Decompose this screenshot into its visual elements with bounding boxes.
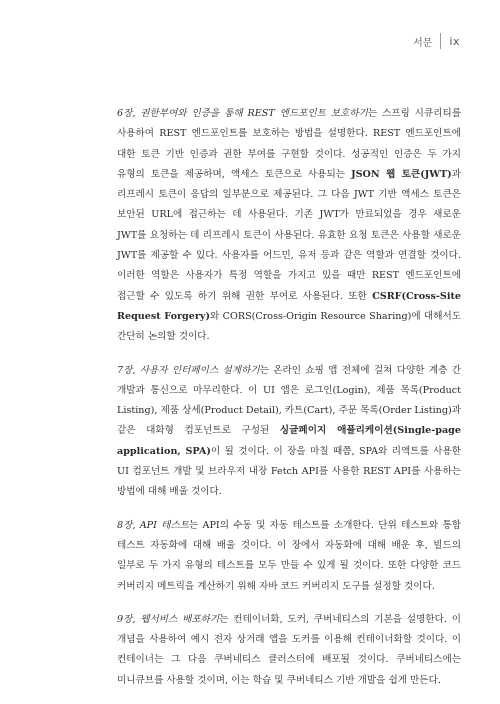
paragraph-text: 이 될 것이다. 이 장을 마칠 때쯤, SPA와 리액트를 사용한 UI 컴포넌트 개발 및 브라우저 내장 Fetch API를 사용한 REST API를 사용하는 방법에 대해 배울 것이다. (117, 445, 461, 498)
paragraph-text: 는 스프링 시큐리티를 사용하여 REST 엔드포인트를 보호하는 방법을 설명한다. REST 엔드포인트에 대한 토큰 기반 인증과 권한 부여를 구현할 것이다. 성공적인 인증은 두 가지 유형의 토큰을 제공하며, 액세스 토큰으로 사용되는 (117, 108, 462, 180)
paragraph-text: 는 온라인 쇼핑 앱 전체에 걸쳐 다양한 계층 간 개발과 통신으로 마무리한다. 이 UI 앱은 로그인(Login), 제품 목록(Product Listing), 제품 상세(Product Detail), 카트(Cart), 주문 목록(Order Listing)과 같은 대화형 컴포넌트로 구성된 (117, 364, 462, 437)
paragraph-text: 는 컨테이너화, 도커, 쿠버네티스의 기본을 설명한다. 이 개념을 사용하여 예시 전자 상거래 앱을 도커를 이용해 컨테이너화할 것이다. 이 컨테이너는 그 다음 쿠버네티스 클러스터에 배포될 것이다. 쿠버네티스에는 미니큐브를 사용할 것이며, 이는 학습 및 쿠버네티스 기반 개발을 쉽게 만든다. (117, 613, 461, 686)
chapter-summary-9 (117, 610, 461, 691)
chapter-title: 6장, 권한부여와 인증을 통해 REST 엔드포인트 보호하기 (117, 108, 368, 119)
bold-term: 싱글페이지 애플리케이션(Single-page application, SPA) (117, 425, 461, 457)
paragraph-text: 는 API의 수동 및 자동 테스트를 소개한다. 단위 테스트와 통합 테스트 자동화에 대해 배울 것이다. 이 장에서 자동화에 대해 배운 후, 빌드의 일부로 두 가지 유형의 테스트를 모두 만들 수 있게 될 것이다. 또한 다양한 코드 커버리지 메트릭을 계산하기 위해 자바 코드 커버리지 도구를 설정할 것이다. (117, 519, 461, 592)
chapter-title: 9장, 웹서비스 배포하기 (117, 613, 220, 625)
chapter-summary-8 (117, 516, 461, 597)
running-header (413, 33, 460, 49)
section-title: 서문 (413, 37, 433, 49)
chapter-summary-7 (117, 361, 461, 503)
chapter-summary-6 (117, 104, 461, 348)
chapter-title: 7장, 사용자 인터페이스 설계하기 (117, 364, 260, 376)
header-divider (440, 33, 441, 49)
bold-term: JSON 웹 토큰(JWT) (351, 168, 452, 180)
paragraph-text: 와 CORS(Cross-Origin Resource Sharing)에 대해서도 간단히 논의할 것이다. (117, 310, 461, 343)
page-number: ix (449, 34, 460, 48)
body-text (117, 104, 461, 704)
chapter-title: 8장, API 테스트 (117, 519, 189, 531)
bold-term: CSRF(Cross-Site Request Forgery) (117, 290, 461, 322)
paragraph-text: 과 리프레시 토큰이 응답의 일부분으로 제공된다. 그 다음 JWT 기반 액세스 토큰은 보안된 URL에 접근하는 데 사용된다. 기존 JWT가 만료되었을 경우 새로운 JWT를 요청하는 데 리프레시 토큰이 사용된다. 유효한 요청 토큰은 사용할 새로운 JWT를 제공할 수 있다. 사용자를 어드민, 유저 등과 같은 역할과 연결할 것이다. 이러한 역할은 사용자가 특정 역할을 가지고 있을 때만 REST 엔드포인트에 접근할 수 있도록 하기 위해 권한 부여로 사용된다. 또한 (117, 168, 462, 302)
